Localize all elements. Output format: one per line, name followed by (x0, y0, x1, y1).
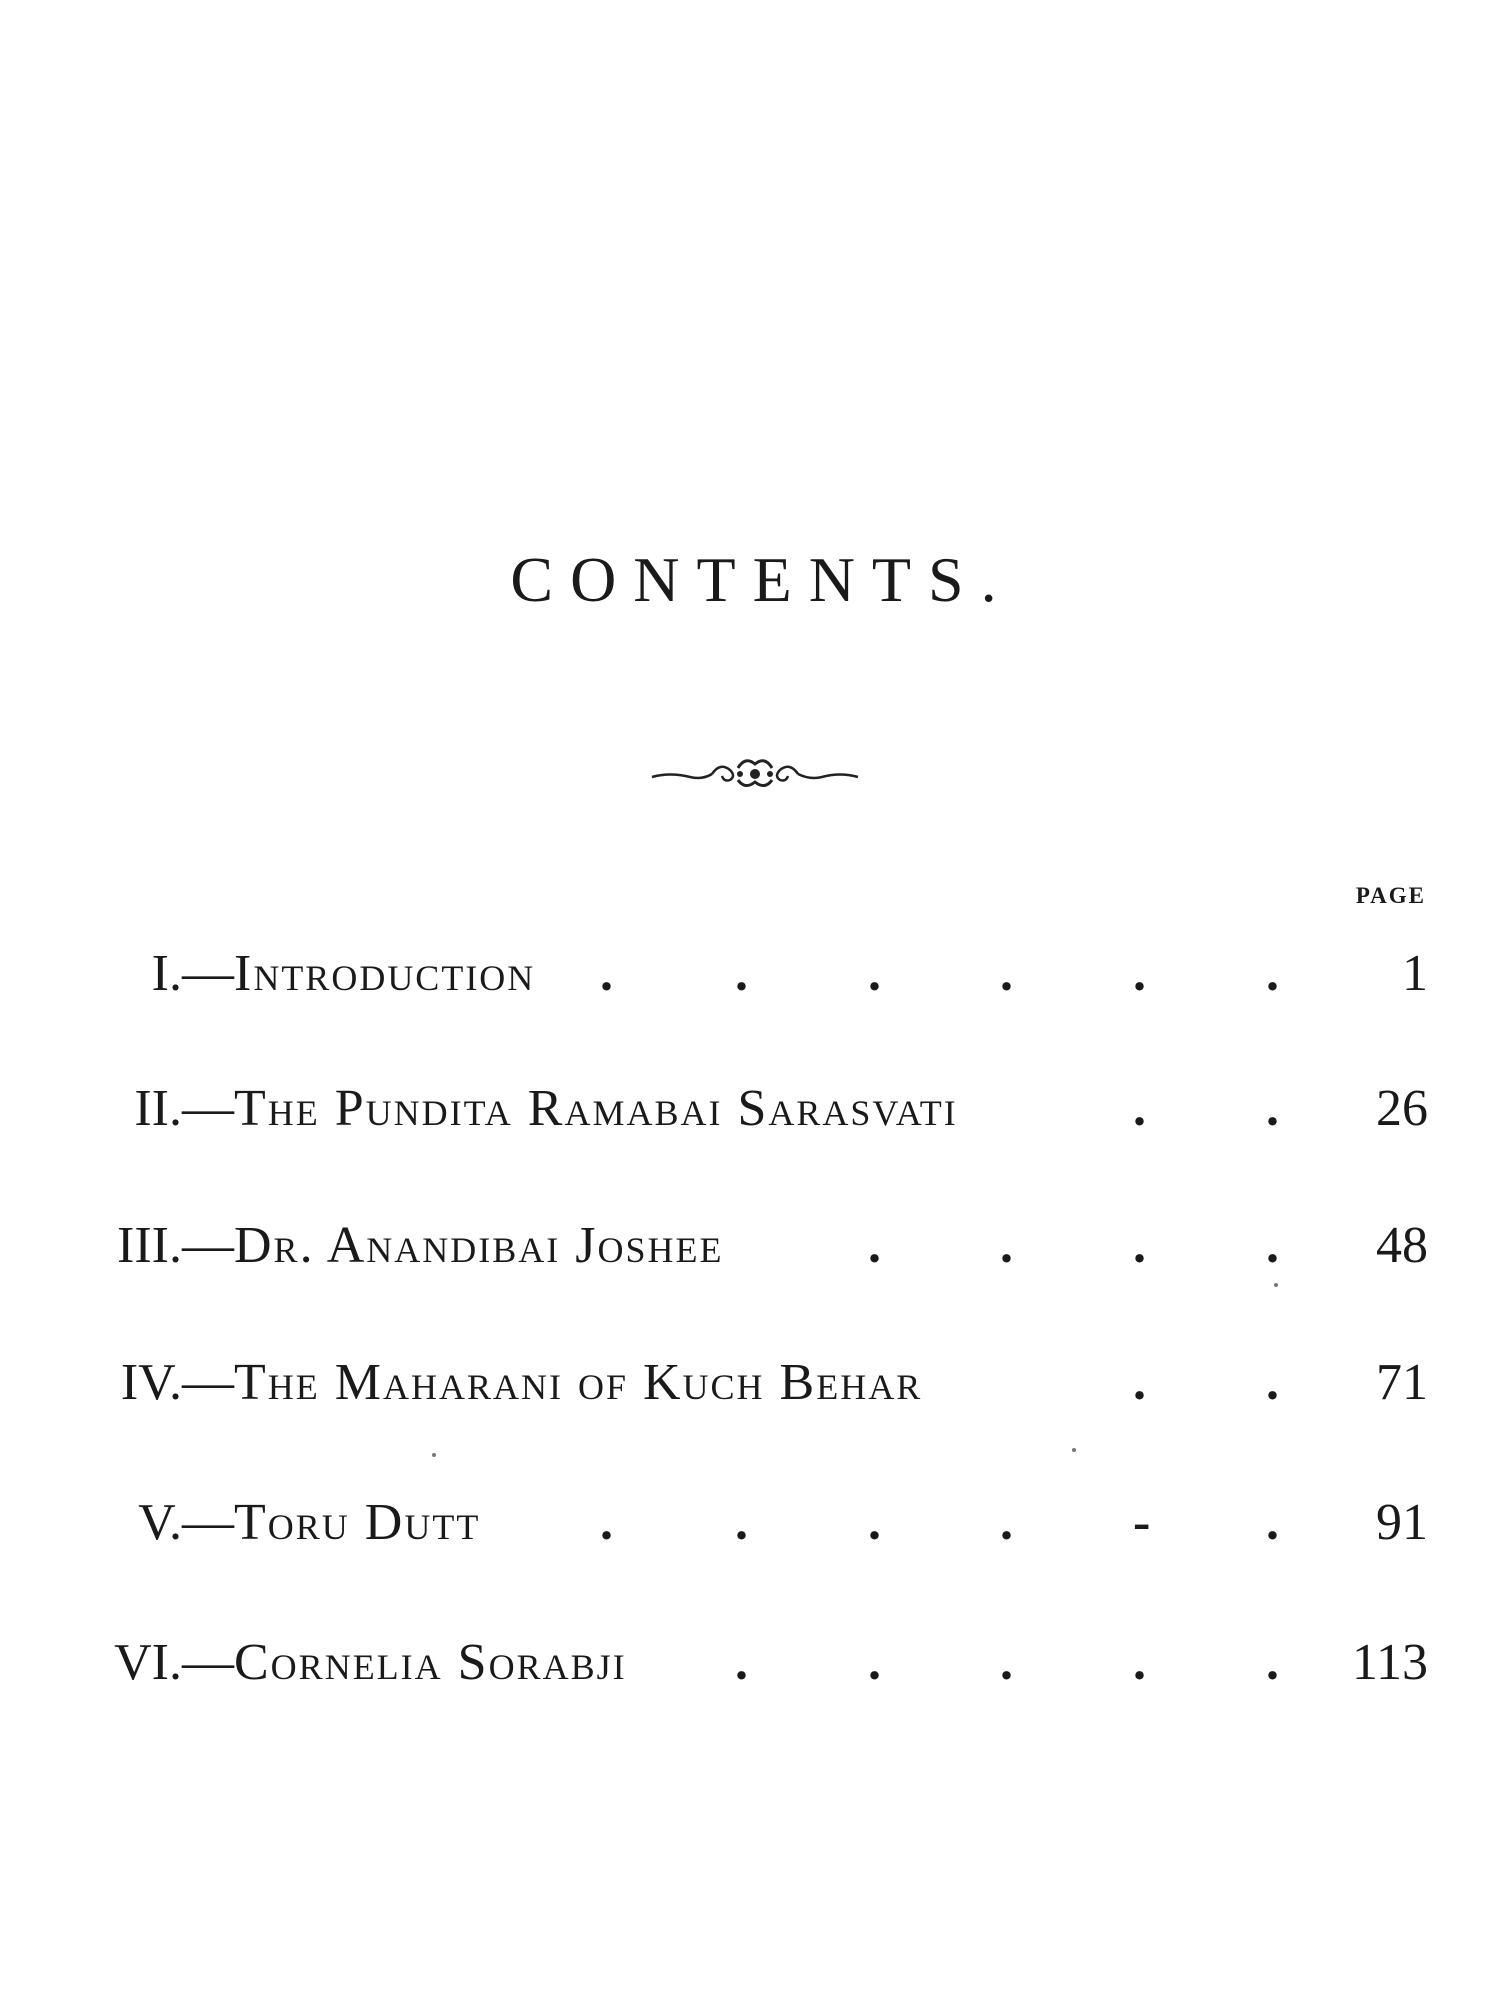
chapter-title: Toru Dutt (234, 1494, 481, 1551)
toc-entry[interactable]: III.— Dr. Anandibai Joshee . . . . 48 (117, 1217, 1428, 1274)
toc-entry[interactable]: IV.— The Maharani of Kuch Behar . . 71 (120, 1354, 1428, 1411)
toc-entry[interactable]: II.— The Pundita Ramabai Sarasvati . . 26 (134, 1080, 1428, 1137)
chapter-title: Dr. Anandibai Joshee (234, 1217, 724, 1274)
chapter-numeral: V.— (138, 1494, 234, 1551)
chapter-title: Cornelia Sorabji (234, 1634, 627, 1691)
print-speck (1072, 1448, 1076, 1452)
chapter-numeral: II.— (134, 1080, 234, 1137)
chapter-page-number: 91 (1376, 1494, 1428, 1551)
toc-entry[interactable]: V.— Toru Dutt . . . . - . 91 (138, 1494, 1428, 1551)
chapter-title: The Maharani of Kuch Behar (234, 1354, 923, 1411)
chapter-title: Introduction (234, 945, 536, 1002)
chapter-page-number: 113 (1351, 1634, 1428, 1691)
floral-ornament-icon (650, 750, 860, 800)
print-speck (1274, 1283, 1278, 1287)
chapter-page-number: 71 (1376, 1354, 1428, 1411)
chapter-numeral: IV.— (120, 1354, 234, 1411)
chapter-page-number: 26 (1376, 1080, 1428, 1137)
chapter-page-number: 48 (1376, 1217, 1428, 1274)
toc-entry[interactable]: VI.— Cornelia Sorabji . . . . . 113 (114, 1634, 1428, 1691)
toc-entry[interactable]: I.— Introduction . . . . . . 1 (151, 945, 1428, 1002)
page-column-label: PAGE (1355, 883, 1426, 908)
chapter-numeral: VI.— (114, 1634, 234, 1691)
chapter-numeral: I.— (151, 945, 234, 1002)
chapter-page-number: 1 (1402, 945, 1428, 1002)
print-speck (432, 1453, 436, 1457)
chapter-title: The Pundita Ramabai Sarasvati (234, 1080, 958, 1137)
page-title: CONTENTS. (510, 544, 1014, 615)
chapter-numeral: III.— (117, 1217, 234, 1274)
